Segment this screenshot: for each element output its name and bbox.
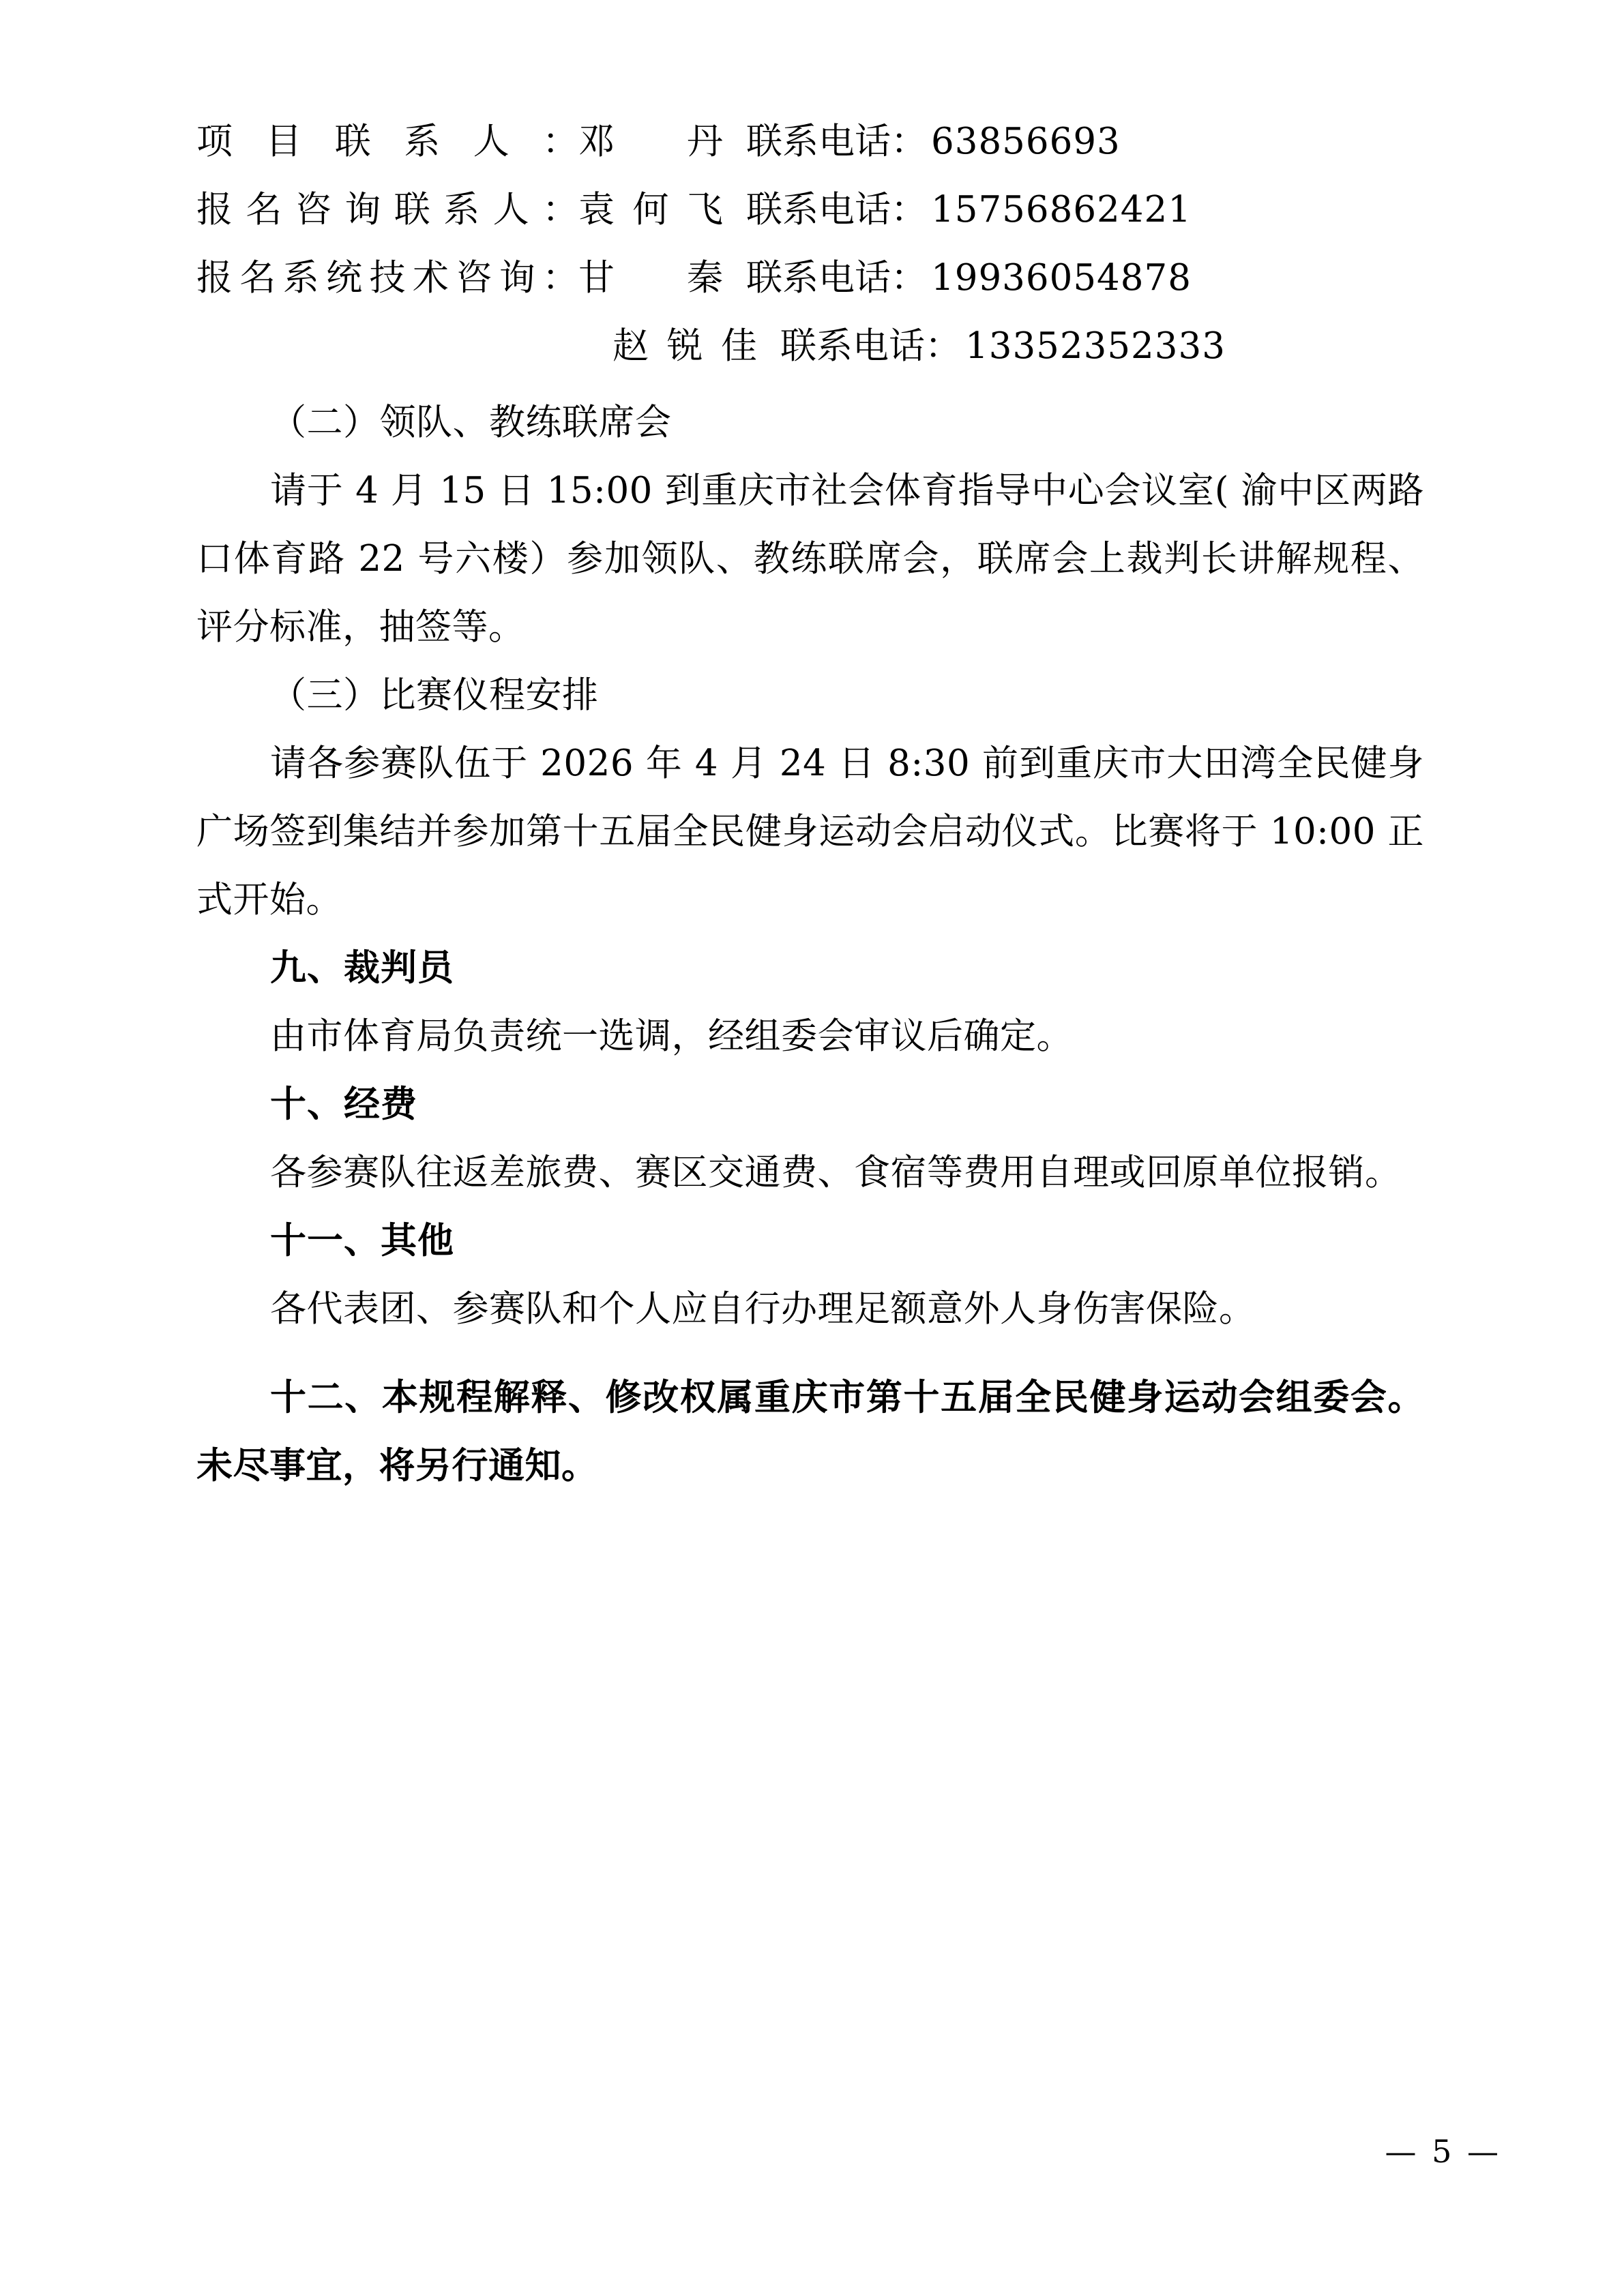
contact-phone-number: 15756862421 [931,189,1192,230]
page-number: — 5 — [1385,2133,1501,2170]
contact-list [196,108,1424,381]
contact-row [196,312,1424,381]
contact-phone-label: 联系电话： [780,325,961,367]
subsection-three-heading: （三）比赛仪程安排 [270,674,599,716]
contact-label: 项目联系人： [196,121,578,162]
contact-label: 报名系统技术咨询： [196,257,578,299]
spacer [196,1343,1424,1364]
contact-phone-label: 联系电话： [746,121,927,162]
contact-row [196,244,1424,312]
section-twelve-body: 十二、本规程解释、修改权属重庆市第十五届全民健身运动会组委会。未尽事宜，将另行通知。 [196,1377,1424,1487]
section-ten-body: 各参赛队往返差旅费、赛区交通费、食宿等费用自理或回原单位报销。 [270,1152,1402,1193]
contact-name: 甘 秦 [578,257,723,299]
contact-name: 邓 丹 [578,121,723,162]
contact-name: 袁何飞 [578,189,723,230]
spacer [196,381,1424,389]
subsection-two-body: 请于 4 月 15 日 15:00 到重庆市社会体育指导中心会议室( 渝中区两路口体育路 22 号六楼）参加领队、教练联席会，联席会上裁判长讲解规程、评分标准，抽签等。 [196,470,1424,648]
contact-phone-label: 联系电话： [746,189,927,230]
contact-label: 报名咨询联系人： [196,189,578,230]
subsection-three-body: 请各参赛队伍于 2026 年 4 月 24 日 8:30 前到重庆市大田湾全民健身广场签到集结并参加第十五届全民健身运动会启动仪式。比赛将于 10:00 正式开始。 [196,743,1424,921]
section-eleven-heading: 十一、其他 [270,1220,454,1262]
section-nine-heading: 九、裁判员 [270,947,454,989]
contact-phone-label: 联系电话： [746,257,927,299]
contact-row [196,176,1424,244]
contact-row [196,108,1424,176]
contact-phone-number: 19936054878 [931,257,1192,299]
section-ten-heading: 十、经费 [270,1084,417,1125]
contact-phone-number: 13352352333 [965,325,1226,367]
subsection-two-heading: （二）领队、教练联席会 [270,402,672,443]
section-eleven-body: 各代表团、参赛队和个人应自行办理足额意外人身伤害保险。 [270,1288,1256,1330]
section-nine-body: 由市体育局负责统一选调，经组委会审议后确定。 [270,1015,1073,1057]
contact-phone-number: 63856693 [931,121,1121,162]
document-body [196,108,1424,1500]
contact-name: 赵锐佳 [612,325,757,367]
